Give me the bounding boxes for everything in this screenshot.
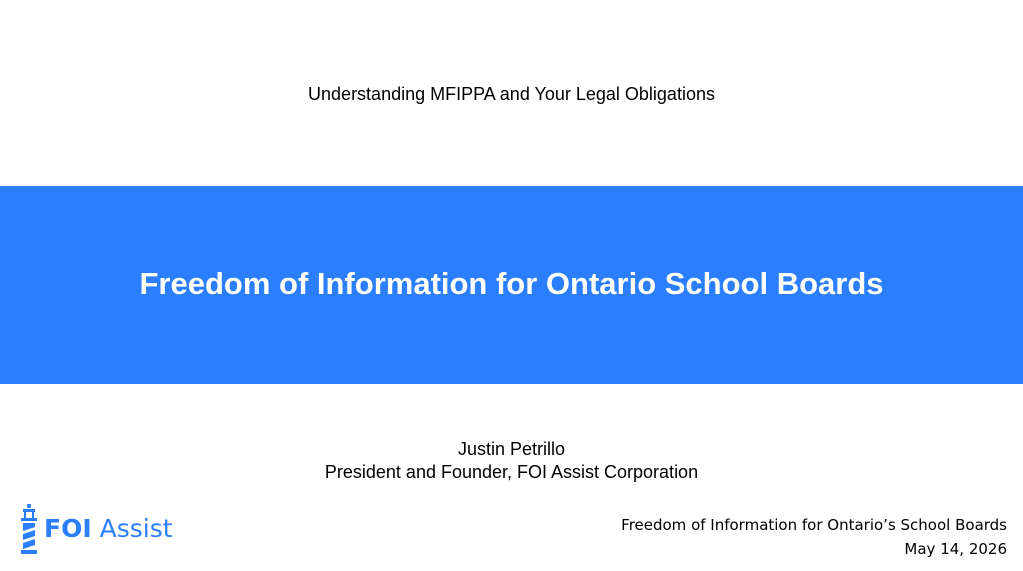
presenter-block <box>0 438 1023 484</box>
slide-title: Freedom of Information for Ontario School Boards <box>139 266 884 301</box>
presenter-role: President and Founder, FOI Assist Corporation <box>324 462 699 482</box>
logo-word-assist: Assist <box>99 514 173 543</box>
footer-date: May 14, 2026 <box>904 540 1007 558</box>
slide-subtitle: Understanding MFIPPA and Your Legal Obligations <box>308 84 715 104</box>
footer-block <box>621 513 1007 561</box>
presenter-name: Justin Petrillo <box>457 439 566 459</box>
logo-wordmark <box>44 514 173 544</box>
footer-event: Freedom of Information for Ontario’s School Boards <box>621 516 1007 534</box>
title-banner <box>0 186 1023 384</box>
lighthouse-icon <box>18 503 40 555</box>
logo-word-foi: FOI <box>44 514 92 543</box>
foi-assist-logo <box>18 503 173 555</box>
